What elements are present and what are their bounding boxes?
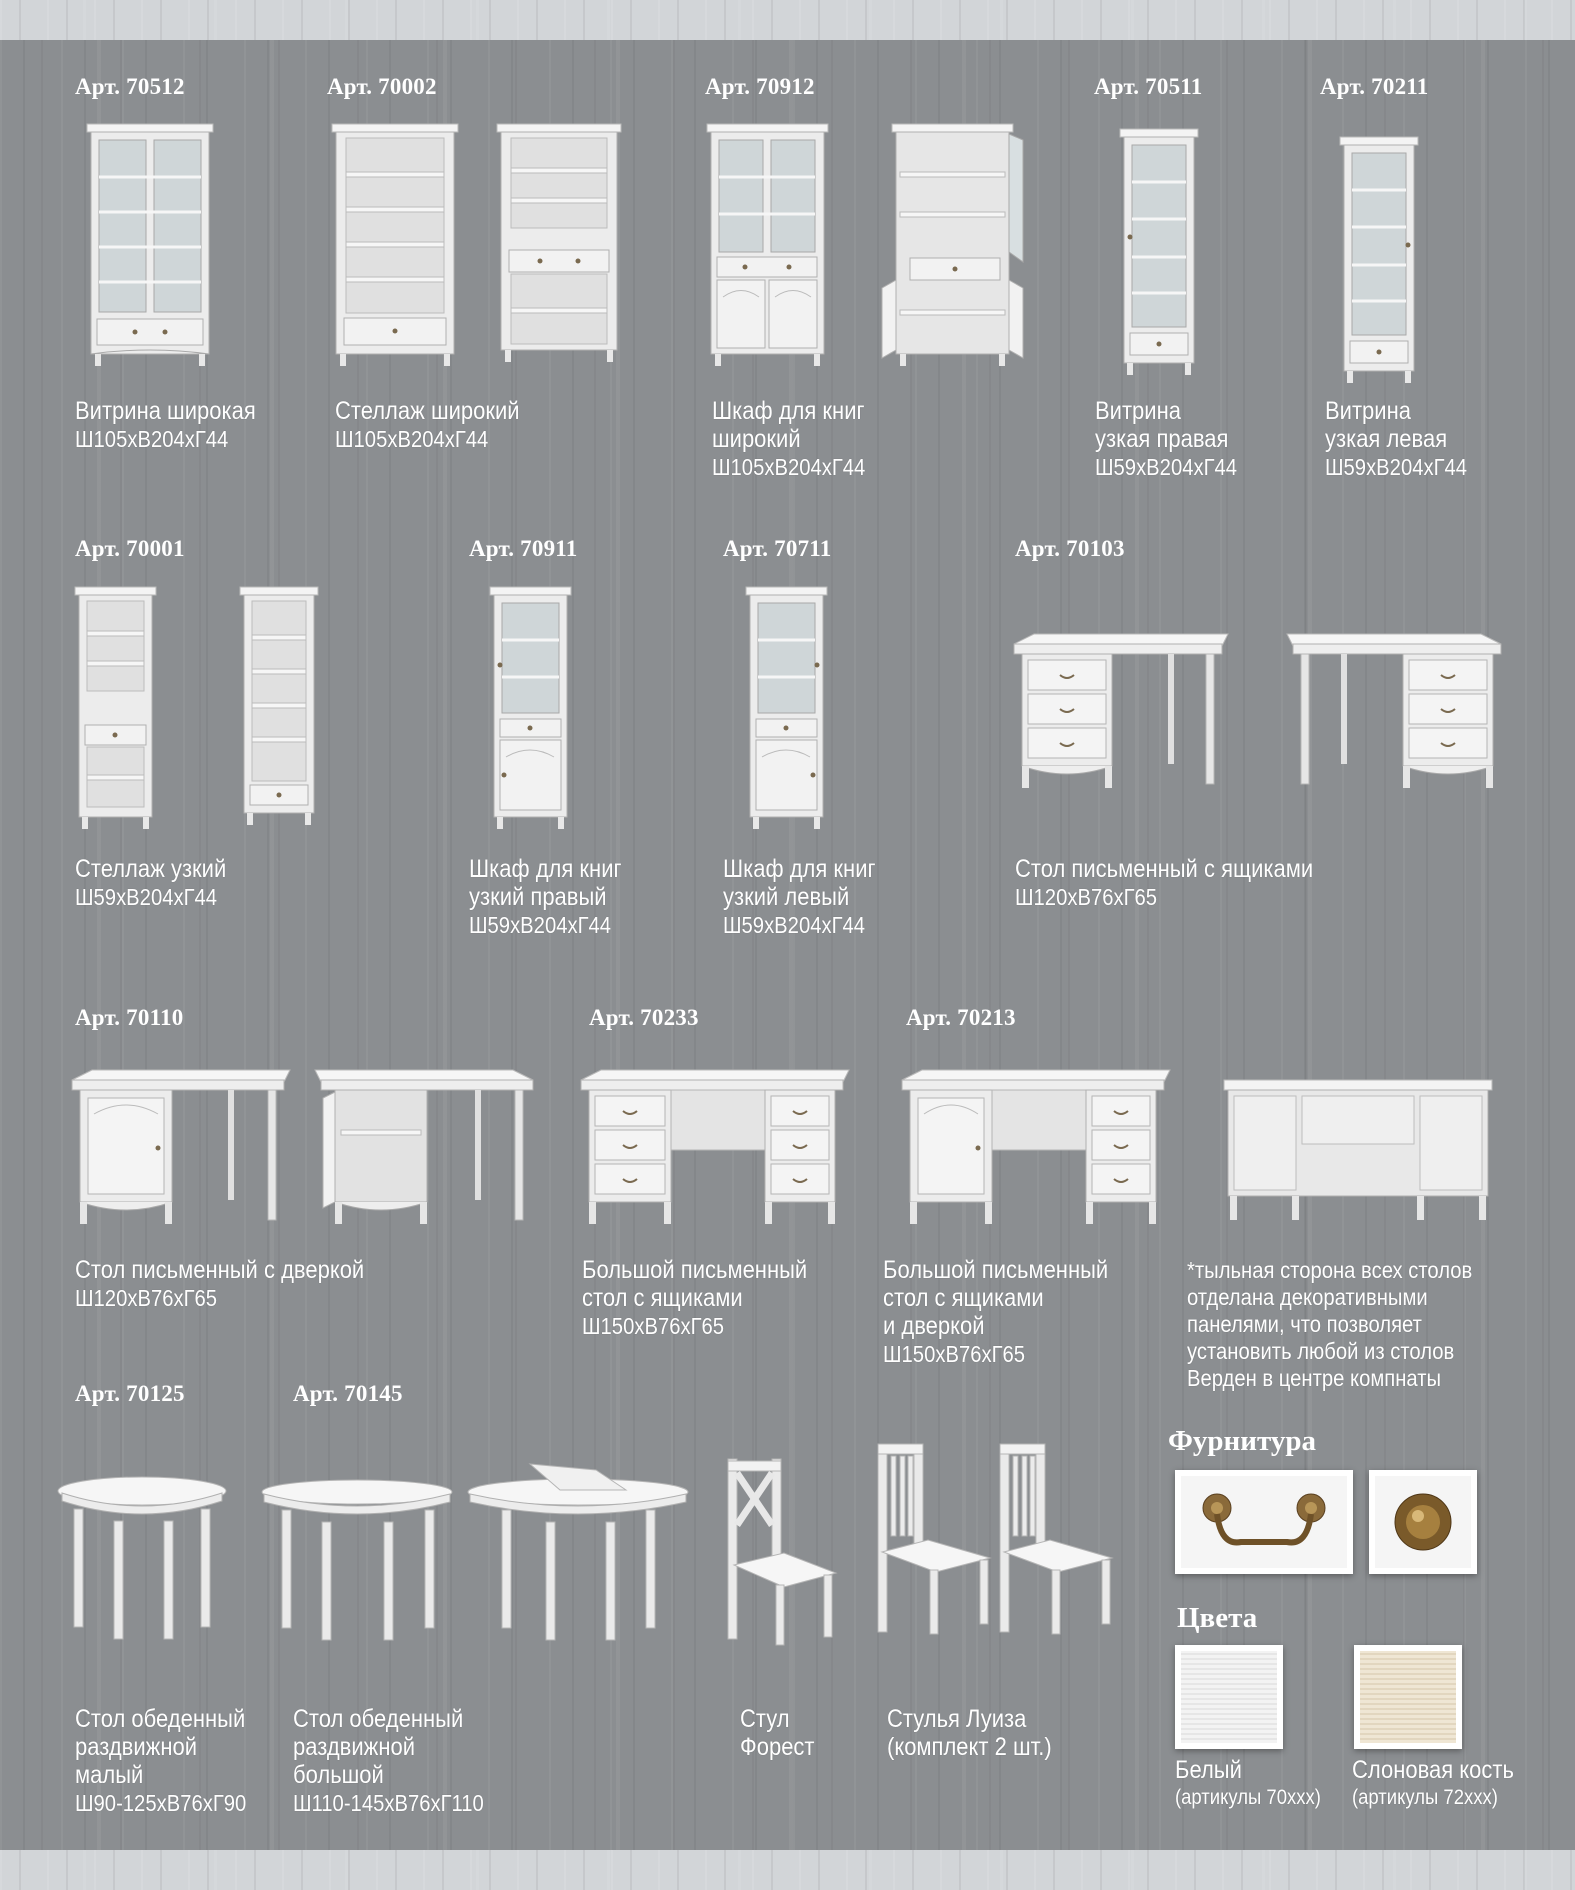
bail-handle-icon (1181, 1476, 1347, 1568)
product-name: Шкаф для книг (469, 855, 622, 883)
product-name: Стол обеденный (75, 1705, 246, 1733)
article-number: Арт. 70912 (705, 74, 815, 99)
article-number: Арт. 70145 (293, 1381, 403, 1406)
product-dimensions: Ш150хВ76хГ65 (883, 1341, 1026, 1367)
product-dimensions: Ш59хВ204хГ44 (75, 884, 218, 910)
product-name: широкий (712, 425, 801, 453)
product-description (469, 855, 622, 939)
large-desk-drawers-image (577, 1068, 852, 1228)
product-name: Большой письменный (883, 1256, 1109, 1284)
product-dimensions: Ш59хВ204хГ44 (1095, 454, 1238, 480)
product-name: Шкаф для книг (723, 855, 876, 883)
shelf-narrow-image-1 (73, 585, 158, 830)
product-name: Стеллаж узкий (75, 855, 227, 883)
product-name: раздвижной (75, 1733, 198, 1761)
article-number: Арт. 70213 (906, 1005, 1016, 1030)
note-line: *тыльная сторона всех столов (1187, 1257, 1473, 1283)
article-number: Арт. 70110 (75, 1005, 184, 1030)
vitrine-narrow-right-image (1118, 127, 1200, 377)
product-description (75, 397, 256, 453)
chair-forest-image (724, 1455, 839, 1650)
desk-drawers-image-2 (1285, 632, 1505, 792)
desk-door-image-2 (313, 1068, 538, 1228)
desk-drawers-image-1 (1010, 632, 1230, 792)
product-description (883, 1256, 1108, 1368)
color-sublabel: (артикулы 70ххх) (1175, 1786, 1321, 1809)
large-desk-drawers-door-image (898, 1068, 1173, 1228)
note-line: установить любой из столов (1187, 1338, 1455, 1364)
product-name: узкий левый (723, 883, 850, 911)
desk-door-image-1 (68, 1068, 293, 1228)
product-dimensions: Ш110-145хВ76хГ110 (293, 1790, 484, 1816)
article-number: Арт. 70211 (1320, 74, 1429, 99)
product-dimensions: Ш120хВ76хГ65 (75, 1285, 218, 1311)
knob-swatch (1369, 1470, 1477, 1574)
desk-back-panel-image (1222, 1078, 1494, 1223)
product-name: узкая левая (1325, 425, 1448, 453)
colors-heading: Цвета (1177, 1602, 1258, 1634)
product-description (1015, 855, 1313, 911)
product-dimensions: Ш120хВ76хГ65 (1015, 884, 1158, 910)
product-description (740, 1705, 815, 1761)
article-number: Арт. 70511 (1094, 74, 1203, 99)
product-description (75, 1705, 246, 1817)
product-name: Большой письменный (582, 1256, 808, 1284)
product-name: стол с ящиками (883, 1284, 1044, 1312)
product-description (1095, 397, 1237, 481)
product-description (75, 1256, 364, 1312)
product-name: Шкаф для книг (712, 397, 865, 425)
product-dimensions: Ш105хВ204хГ44 (75, 426, 229, 452)
product-name: Витрина (1325, 397, 1411, 425)
article-number: Арт. 70002 (327, 74, 437, 99)
vitrine-narrow-left-image (1338, 135, 1420, 385)
color-ivory-caption (1352, 1756, 1514, 1812)
shelf-wide-image-2 (495, 122, 623, 362)
note-line: панелями, что позволяет (1187, 1311, 1422, 1337)
bookcase-wide-image-1 (705, 122, 830, 367)
product-dimensions: Ш59хВ204хГ44 (1325, 454, 1468, 480)
article-number: Арт. 70001 (75, 536, 185, 561)
color-label: Слоновая кость (1352, 1756, 1514, 1784)
product-dimensions: Ш59хВ204хГ44 (723, 912, 866, 938)
shelf-narrow-image-2 (238, 585, 320, 825)
shelf-wide-image-1 (330, 122, 460, 367)
product-name: раздвижной (293, 1733, 416, 1761)
color-sublabel: (артикулы 72ххх) (1352, 1786, 1498, 1809)
color-label: Белый (1175, 1756, 1242, 1784)
product-dimensions: Ш59хВ204хГ44 (469, 912, 612, 938)
product-name: Витрина (1095, 397, 1181, 425)
color-swatch-ivory (1354, 1645, 1462, 1749)
product-name: малый (75, 1761, 144, 1789)
product-name: Стол обеденный (293, 1705, 464, 1733)
chair-luiza-image-2 (996, 1440, 1116, 1640)
product-description (723, 855, 876, 939)
product-name: Стул (740, 1705, 790, 1733)
product-name: Стол письменный с дверкой (75, 1256, 365, 1284)
product-description (75, 855, 226, 911)
article-number: Арт. 70103 (1015, 536, 1125, 561)
vitrine-wide-image (85, 122, 215, 367)
product-name: Стулья Луиза (887, 1705, 1027, 1733)
product-dimensions: Ш105хВ204хГ44 (712, 454, 866, 480)
dining-table-large-image-1 (260, 1478, 455, 1650)
product-name: стол с ящиками (582, 1284, 743, 1312)
product-description (1325, 397, 1467, 481)
product-description (293, 1705, 484, 1817)
product-description (582, 1256, 807, 1340)
product-description (887, 1705, 1052, 1761)
note-line: отделана декоративными (1187, 1284, 1428, 1310)
bookcase-narrow-left-image (744, 585, 829, 830)
product-dimensions: Ш150хВ76хГ65 (582, 1313, 725, 1339)
handle-swatch (1175, 1470, 1353, 1574)
article-number: Арт. 70711 (723, 536, 832, 561)
note-line: Верден в центре компнаты (1187, 1365, 1442, 1391)
article-number: Арт. 70125 (75, 1381, 185, 1406)
color-swatch-white (1175, 1645, 1283, 1749)
product-name: большой (293, 1761, 384, 1789)
bookcase-narrow-right-image (488, 585, 573, 830)
product-dimensions: Ш90-125хВ76хГ90 (75, 1790, 247, 1816)
article-number: Арт. 70512 (75, 74, 185, 99)
bookcase-wide-image-open (880, 122, 1025, 367)
chair-luiza-image-1 (874, 1440, 994, 1640)
hardware-heading: Фурнитура (1168, 1425, 1316, 1457)
product-name: узкая правая (1095, 425, 1229, 453)
article-number: Арт. 70233 (589, 1005, 699, 1030)
knob-icon (1375, 1476, 1471, 1568)
product-name: Стеллаж широкий (335, 397, 520, 425)
product-name: (комплект 2 шт.) (887, 1733, 1052, 1761)
product-name: Витрина широкая (75, 397, 256, 425)
product-description (712, 397, 865, 481)
product-name: Форест (740, 1733, 815, 1761)
dining-table-large-image-2 (466, 1460, 692, 1650)
product-name: Стол письменный с ящиками (1015, 855, 1314, 883)
product-description (335, 397, 520, 453)
article-number: Арт. 70911 (469, 536, 578, 561)
back-panel-note (1187, 1257, 1472, 1392)
product-name: и дверкой (883, 1312, 985, 1340)
product-name: узкий правый (469, 883, 607, 911)
color-white-caption (1175, 1756, 1321, 1812)
dining-table-small-image (56, 1475, 228, 1650)
product-dimensions: Ш105хВ204хГ44 (335, 426, 489, 452)
